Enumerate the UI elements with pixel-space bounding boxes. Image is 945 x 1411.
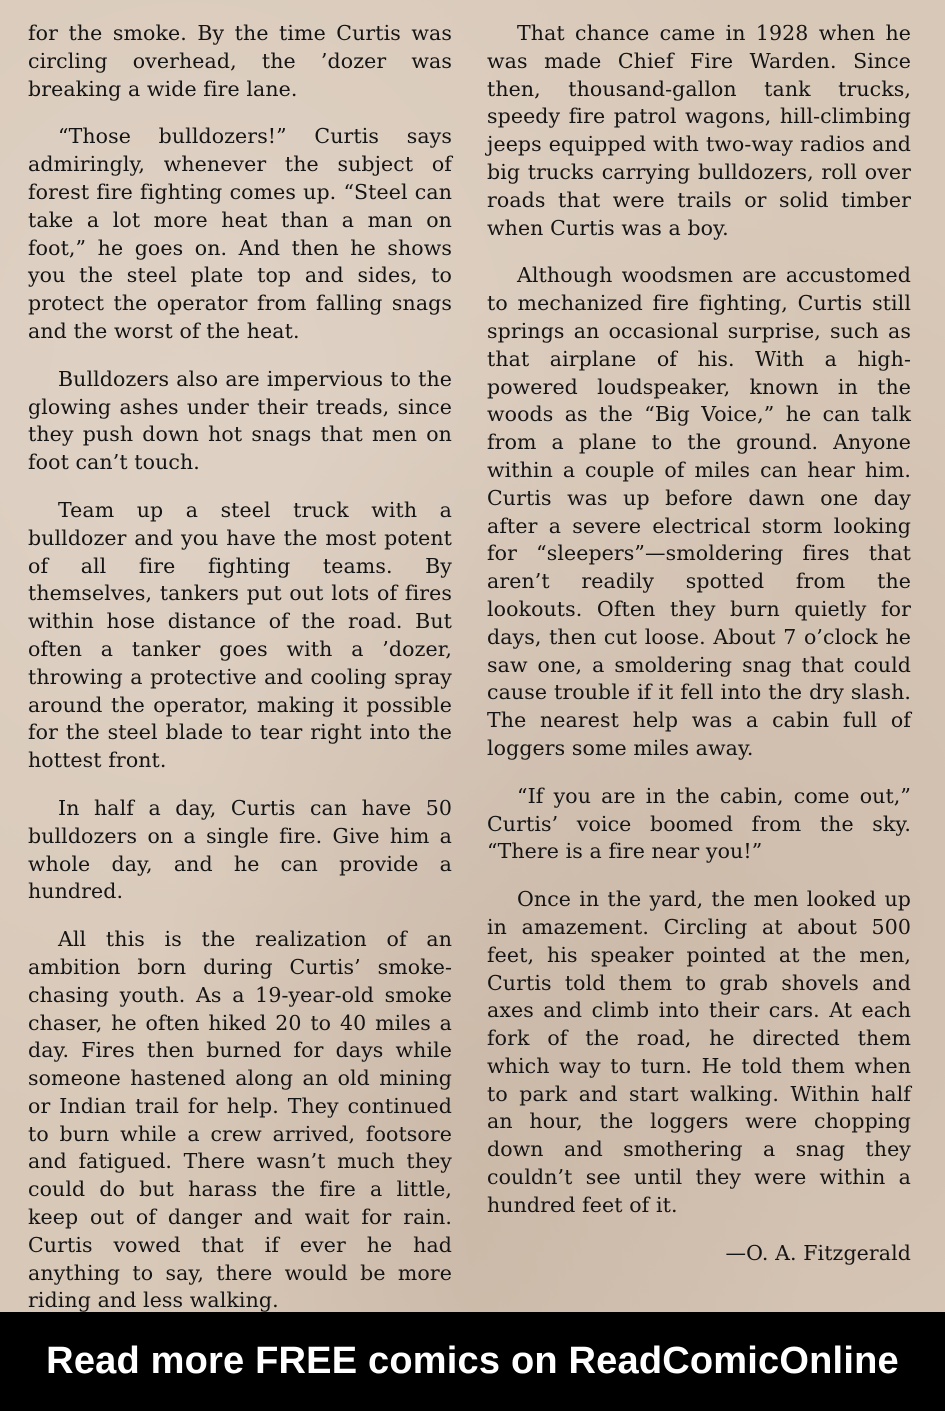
left-column <box>28 20 452 1312</box>
promo-banner[interactable] <box>0 1312 945 1411</box>
paragraph: “If you are in the cabin, come out,” Curtis’ voice boomed from the sky. “There is a fire near you!” <box>487 783 911 864</box>
paragraph: All this is the realization of an ambition born during Curtis’ smoke-chasing youth. As a 19-year-old smoke chaser, he often hiked 20 to 40 miles a day. Fires then burned for days while someone hastened along an old mining or Indian trail for help. They continued to burn while a crew arrived, footsore and fatigued. There wasn’t much they could do but harass the fire a little, keep out of danger and wait for rain. Curtis vowed that if ever he had anything to say, there would be more riding and less walking. <box>28 927 452 1312</box>
promo-banner-text: Read more FREE comics on ReadComicOnline <box>46 1340 899 1382</box>
paragraph: Bulldozers also are impervious to the glowing ashes under their treads, since they push down hot snags that men on foot can’t touch. <box>28 366 452 475</box>
author-byline: —O. A. Fitzgerald <box>725 1240 911 1265</box>
paragraph: In half a day, Curtis can have 50 bulldozers on a single fire. Give him a whole day, and he can provide a hundred. <box>28 795 452 904</box>
right-column <box>487 20 911 1267</box>
paragraph: Although woodsmen are accustomed to mechanized fire fighting, Curtis still springs an occasional surprise, such as that airplane of his. With a high-powered loudspeaker, known in the woods as the “Big Voice,” he can talk from a plane to the ground. Anyone within a couple of miles can hear him. Curtis was up before dawn one day after a severe electrical storm looking for “sleepers”—smoldering fires that aren’t readily spotted from the lookouts. Often they burn quietly for days, then cut loose. About 7 o’clock he saw one, a smoldering snag that could cause trouble if it fell into the dry slash. The nearest help was a cabin full of loggers some miles away. <box>487 263 911 760</box>
paragraph: “Those bulldozers!” Curtis says admiringly, whenever the subject of forest fire fighting comes up. “Steel can take a lot more heat than a man on foot,” he goes on. And then he shows you the steel plate top and sides, to protect the operator from falling snags and the worst of the heat. <box>28 124 452 343</box>
paragraph: That chance came in 1928 when he was made Chief Fire Warden. Since then, thousand-gallon tank trucks, speedy fire patrol wagons, hill-climbing jeeps equipped with two-way radios and big trucks carrying bulldozers, roll over roads that were trails or solid timber when Curtis was a boy. <box>487 21 911 240</box>
paragraph: Once in the yard, the men looked up in amazement. Circling at about 500 feet, his speaker pointed at the men, Curtis told them to grab shovels and axes and climb into their cars. At each fork of the road, he directed them which way to turn. He told them when to park and start walking. Within half an hour, the loggers were chopping down and smothering a snag they couldn’t see until they were within a hundred feet of it. <box>487 887 911 1217</box>
paragraph: for the smoke. By the time Curtis was circling overhead, the ’dozer was breaking a wide fire lane. <box>28 21 452 101</box>
paragraph: Team up a steel truck with a bulldozer and you have the most potent of all fire fighting teams. By themselves, tankers put out lots of fires within hose distance of the road. But often a tanker goes with a ’dozer, throwing a protective and cooling spray around the operator, making it possible for the steel blade to tear right into the hottest front. <box>28 497 452 773</box>
